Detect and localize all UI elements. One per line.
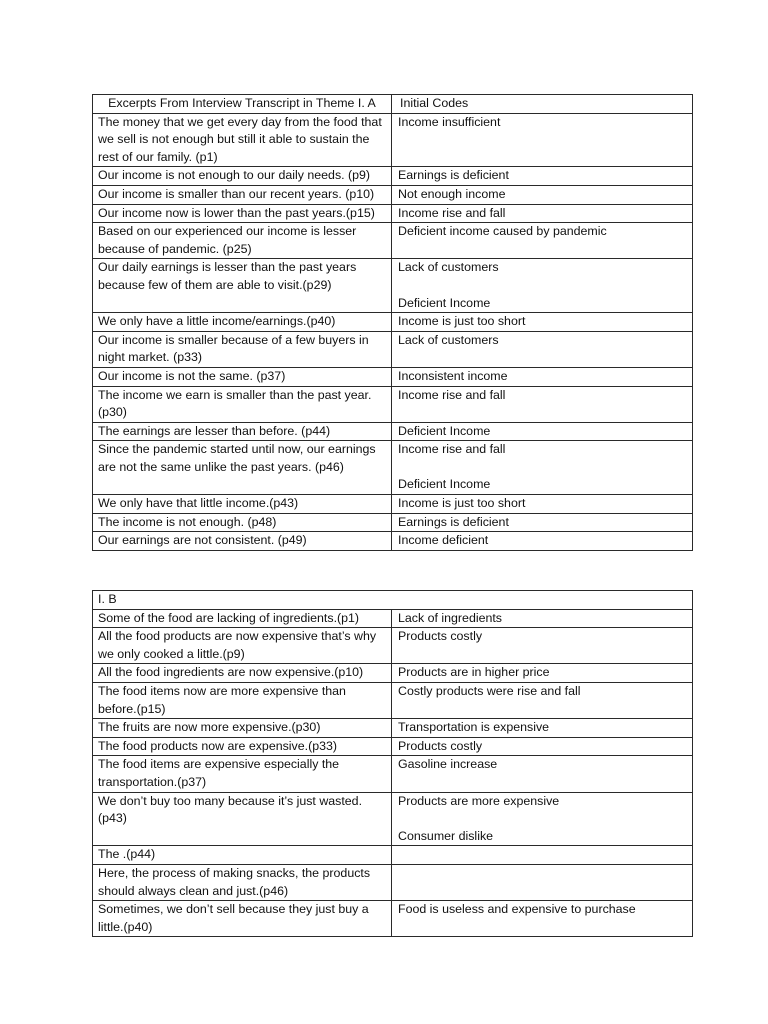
code-cell — [392, 422, 693, 441]
table-row — [93, 756, 693, 792]
table-row — [93, 331, 693, 367]
initial-code: Income rise and fall — [398, 387, 506, 402]
initial-code: Products costly — [398, 738, 483, 753]
table-row — [93, 313, 693, 332]
table-row — [93, 185, 693, 204]
excerpt-cell: The food products now are expensive.(p33) — [93, 737, 392, 756]
table-row — [93, 864, 693, 900]
code-cell — [392, 682, 693, 718]
code-spacer — [398, 459, 688, 477]
code-cell — [392, 441, 693, 495]
initial-code: Income is just too short — [398, 496, 526, 511]
theme-ib-header-row — [93, 591, 693, 610]
excerpt-cell: Our daily earnings is lesser than the past years because few of them are able to visit.(p29) — [93, 259, 392, 313]
initial-code: Deficient Income — [398, 423, 491, 438]
code-cell — [392, 167, 693, 186]
code-cell — [392, 223, 693, 259]
excerpt-cell: The money that we get every day from the food that we sell is not enough but still it able to sustain the rest of our family. (p1) — [93, 113, 392, 167]
initial-code: Products costly — [398, 629, 483, 644]
table-row — [93, 259, 693, 313]
theme-ia-table — [92, 94, 693, 551]
theme-ib-table — [92, 590, 693, 937]
code-spacer — [398, 810, 688, 828]
initial-code: Gasoline increase — [398, 757, 498, 772]
initial-code: Earnings is deficient — [398, 514, 509, 529]
initial-code: Lack of ingredients — [398, 610, 503, 625]
code-cell — [392, 386, 693, 422]
table-row — [93, 367, 693, 386]
excerpt-cell: Here, the process of making snacks, the products should always clean and just.(p46) — [93, 864, 392, 900]
theme-ib-title: I. B — [93, 591, 693, 610]
table-row — [93, 737, 693, 756]
excerpt-cell: Some of the food are lacking of ingredients.(p1) — [93, 609, 392, 628]
excerpt-cell: We only have a little income/earnings.(p40) — [93, 313, 392, 332]
code-spacer — [398, 277, 688, 295]
initial-code: Transportation is expensive — [398, 720, 550, 735]
code-cell — [392, 204, 693, 223]
code-cell — [392, 185, 693, 204]
initial-code: Products are in higher price — [398, 665, 550, 680]
initial-code: Income insufficient — [398, 114, 501, 129]
initial-code: Deficient Income — [398, 295, 491, 310]
code-cell — [392, 864, 693, 900]
code-cell — [392, 495, 693, 514]
excerpt-cell: Our income is smaller because of a few buyers in night market. (p33) — [93, 331, 392, 367]
excerpt-cell: Since the pandemic started until now, our earnings are not the same unlike the past years. (p46) — [93, 441, 392, 495]
table-row — [93, 664, 693, 683]
code-cell — [392, 313, 693, 332]
excerpt-cell: The income we earn is smaller than the past year.(p30) — [93, 386, 392, 422]
table-row — [93, 441, 693, 495]
table-row — [93, 792, 693, 846]
excerpt-cell: The food items are expensive especially the transportation.(p37) — [93, 756, 392, 792]
code-cell — [392, 719, 693, 738]
code-cell — [392, 846, 693, 865]
code-cell — [392, 737, 693, 756]
initial-code: Deficient Income — [398, 477, 491, 492]
initial-code: Income rise and fall — [398, 442, 506, 457]
initial-code: Deficient income caused by pandemic — [398, 224, 607, 239]
excerpt-cell: Our earnings are not consistent. (p49) — [93, 532, 392, 551]
excerpt-cell: All the food ingredients are now expensive.(p10) — [93, 664, 392, 683]
code-cell — [392, 664, 693, 683]
table-row — [93, 204, 693, 223]
table-row — [93, 532, 693, 551]
code-cell — [392, 513, 693, 532]
excerpt-cell: The earnings are lesser than before. (p44) — [93, 422, 392, 441]
table-row — [93, 719, 693, 738]
excerpt-cell: All the food products are now expensive that’s why we only cooked a little.(p9) — [93, 628, 392, 664]
initial-code: Costly products were rise and fall — [398, 683, 581, 698]
table-row — [93, 167, 693, 186]
excerpt-cell: The income is not enough. (p48) — [93, 513, 392, 532]
initial-code: Income is just too short — [398, 314, 526, 329]
table-row — [93, 628, 693, 664]
excerpt-cell: The .(p44) — [93, 846, 392, 865]
initial-code: Inconsistent income — [398, 368, 508, 383]
initial-code: Income rise and fall — [398, 205, 506, 220]
excerpt-cell: Our income is smaller than our recent years. (p10) — [93, 185, 392, 204]
code-cell — [392, 113, 693, 167]
code-cell — [392, 331, 693, 367]
table-row — [93, 901, 693, 937]
table-row — [93, 422, 693, 441]
code-cell — [392, 792, 693, 846]
initial-code: Products are more expensive — [398, 793, 560, 808]
code-cell — [392, 259, 693, 313]
initial-code: Earnings is deficient — [398, 168, 509, 183]
excerpt-cell: The fruits are now more expensive.(p30) — [93, 719, 392, 738]
initial-code: Consumer dislike — [398, 828, 494, 843]
initial-code: Not enough income — [398, 186, 506, 201]
code-cell — [392, 628, 693, 664]
table-row — [93, 113, 693, 167]
code-cell — [392, 609, 693, 628]
initial-code: Food is useless and expensive to purchase — [398, 902, 636, 917]
excerpt-cell: Based on our experienced our income is lesser because of pandemic. (p25) — [93, 223, 392, 259]
excerpt-cell: We don’t buy too many because it’s just wasted.(p43) — [93, 792, 392, 846]
initial-code: Lack of customers — [398, 332, 499, 347]
table-row — [93, 386, 693, 422]
table-row — [93, 223, 693, 259]
table-row — [93, 846, 693, 865]
theme-ia-header-row — [93, 95, 693, 114]
excerpt-cell: The food items now are more expensive than before.(p15) — [93, 682, 392, 718]
table-row — [93, 513, 693, 532]
excerpt-column-header: Excerpts From Interview Transcript in Theme I. A — [93, 95, 392, 114]
excerpt-cell: Our income is not enough to our daily needs. (p9) — [93, 167, 392, 186]
code-cell — [392, 756, 693, 792]
initial-code: Lack of customers — [398, 260, 499, 275]
code-cell — [392, 532, 693, 551]
excerpt-cell: We only have that little income.(p43) — [93, 495, 392, 514]
code-cell — [392, 901, 693, 937]
table-row — [93, 495, 693, 514]
excerpt-cell: Our income is not the same. (p37) — [93, 367, 392, 386]
table-row — [93, 609, 693, 628]
excerpt-cell: Our income now is lower than the past years.(p15) — [93, 204, 392, 223]
code-cell — [392, 367, 693, 386]
initial-code: Income deficient — [398, 533, 489, 548]
codes-column-header: Initial Codes — [392, 95, 693, 114]
excerpt-cell: Sometimes, we don’t sell because they just buy a little.(p40) — [93, 901, 392, 937]
table-row — [93, 682, 693, 718]
